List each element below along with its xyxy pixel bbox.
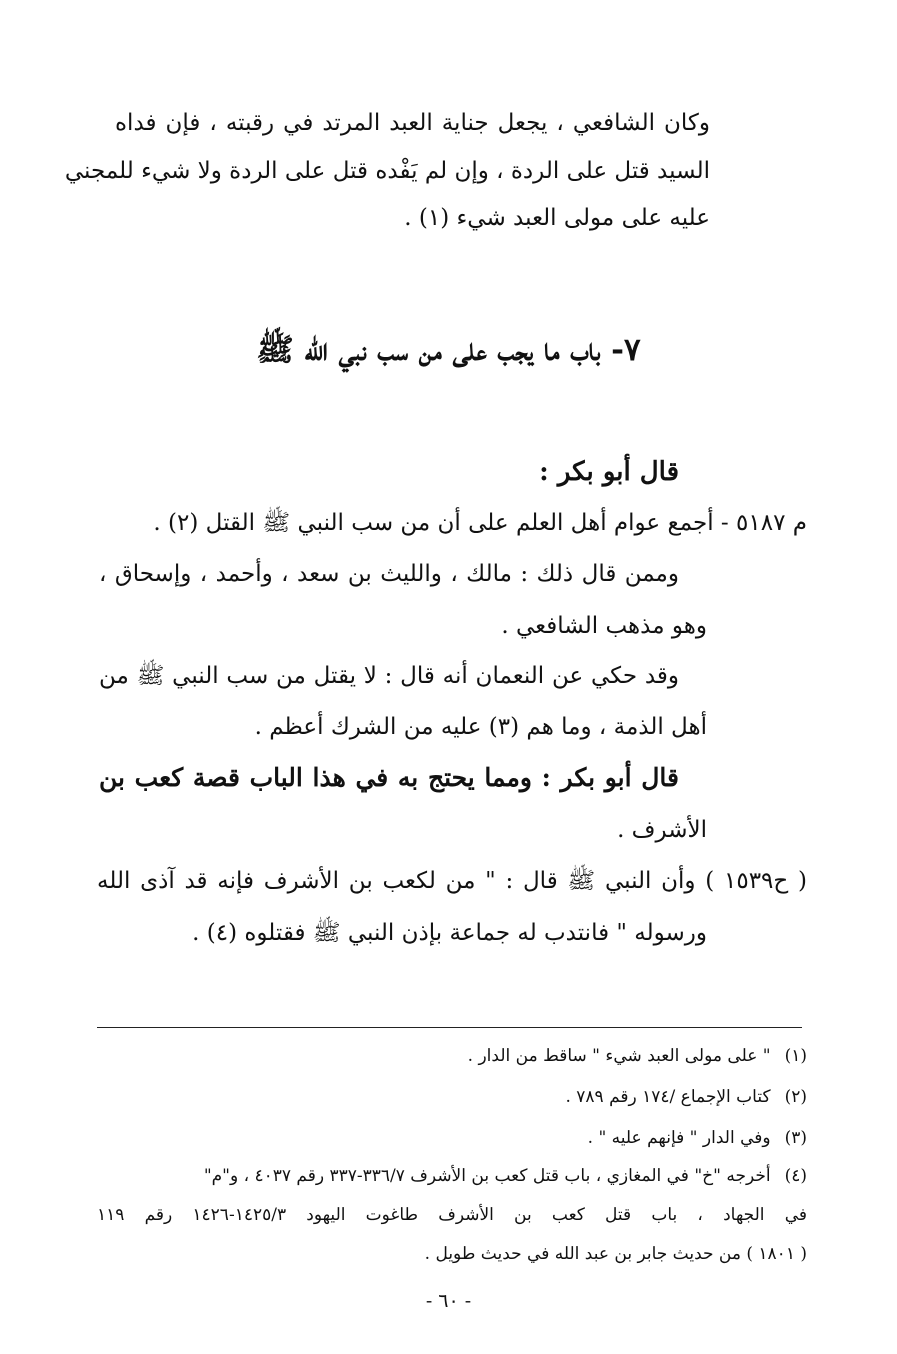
footnote-text: " على مولى العبد شيء " ساقط من الدار . — [467, 1046, 771, 1066]
footnote-4-line-2: في الجهاد ، باب قتل كعب بن الأشرف طاغوت اليهود ١٤٢٥/٣-١٤٢٦ رقم ١١٩ — [97, 1205, 807, 1225]
paragraph-2-line-1: وقد حكي عن النعمان أنه قال : لا يقتل من سب النبي ﷺ من — [99, 663, 679, 689]
footnote-4 — [204, 1164, 807, 1188]
speaker-label: قال أبو بكر : — [539, 457, 679, 487]
footnote-4-line-3: ( ١٨٠١ ) من حديث جابر بن عبد الله في حديث طويل . — [424, 1244, 807, 1264]
footnote-3 — [588, 1126, 807, 1150]
paragraph-1-line-1: وممن قال ذلك : مالك ، والليث بن سعد ، وأحمد ، وإسحاق ، — [99, 561, 679, 587]
intro-line-2: السيد قتل على الردة ، وإن لم يَفْده قتل على الردة ولا شيء للمجني — [64, 158, 710, 184]
footnote-2 — [565, 1085, 807, 1109]
footnote-text: وفي الدار " فإنهم عليه " . — [587, 1128, 771, 1148]
entry-5187: م ٥١٨٧ - أجمع عوام أهل العلم على أن من سب النبي ﷺ القتل (٢) . — [153, 510, 807, 536]
footnote-1 — [468, 1044, 807, 1068]
footnote-text: كتاب الإجماع /١٧٤ رقم ٧٨٩ . — [565, 1087, 771, 1107]
section-heading: ٧- باب ما يجب على من سب نبي الله ﷺ — [256, 332, 641, 368]
footnote-separator — [97, 1027, 802, 1028]
footnote-number: (١) — [784, 1046, 807, 1066]
footnote-text: أخرجه "خ" في المغازي ، باب قتل كعب بن الأشرف ٣٣٦/٧-٣٣٧ رقم ٤٠٣٧ ، و"م" — [203, 1166, 771, 1186]
hadith-line-1: ( ح١٥٣٩ ) وأن النبي ﷺ قال : " من لكعب بن الأشرف فإنه قد آذى الله — [97, 868, 807, 894]
footnote-number: (٢) — [784, 1087, 807, 1107]
paragraph-3-line-1: قال أبو بكر : ومما يحتج به في هذا الباب قصة كعب بن — [99, 763, 679, 792]
page-number: - ٦٠ - — [425, 1290, 472, 1312]
intro-line-1: وكان الشافعي ، يجعل جناية العبد المرتد في رقبته ، فإن فداه — [115, 110, 710, 136]
intro-line-3: عليه على مولى العبد شيء (١) . — [404, 205, 710, 231]
hadith-line-2: ورسوله " فانتدب له جماعة بإذن النبي ﷺ فقتلوه (٤) . — [192, 920, 707, 946]
paragraph-1-line-2: وهو مذهب الشافعي . — [501, 613, 707, 639]
paragraph-3-line-2: الأشرف . — [617, 817, 707, 843]
footnote-number: (٣) — [784, 1128, 807, 1148]
paragraph-2-line-2: أهل الذمة ، وما هم (٣) عليه من الشرك أعظم . — [254, 714, 707, 740]
footnote-number: (٤) — [784, 1166, 807, 1186]
